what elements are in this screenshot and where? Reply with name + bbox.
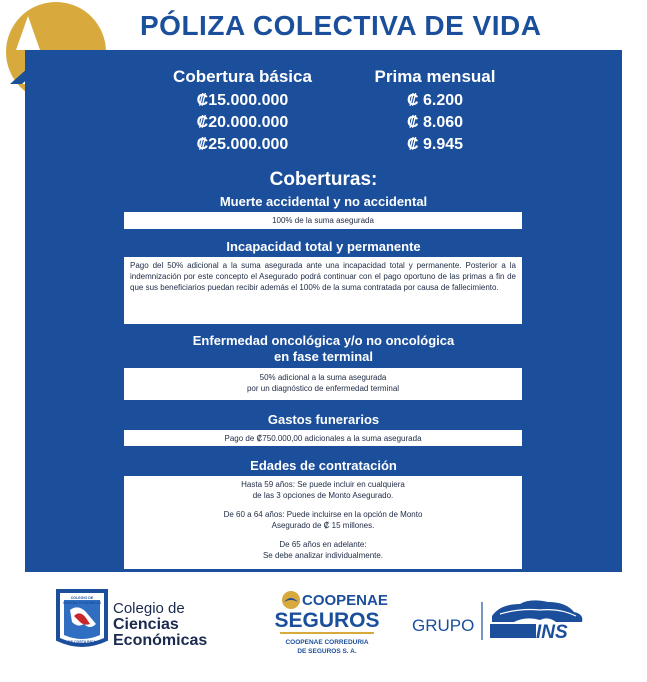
coverage-header: Cobertura básica — [173, 67, 312, 86]
coverage-amount: ₡15.000.000 — [196, 92, 289, 109]
section-box-incapacidad — [124, 257, 522, 324]
colegio-logo — [57, 590, 207, 649]
section-text-edades: De 60 a 64 años: Puede incluirse en la opción de Monto — [223, 510, 423, 519]
section-text-edades: De 65 años en adelante: — [279, 540, 367, 549]
colegio-badge-text: COLEGIO DE — [70, 596, 94, 600]
premium-amount: ₡ 9.945 — [406, 136, 464, 153]
tree-icon — [492, 600, 582, 622]
coverage-amount: ₡20.000.000 — [196, 114, 289, 131]
section-heading-edades: Edades de contratación — [250, 458, 397, 473]
section-heading-enfermedad — [25, 333, 622, 365]
sponsor-logos — [0, 580, 647, 682]
section-heading-gastos: Gastos funerarios — [267, 412, 380, 427]
section-text-edades: de las 3 opciones de Monto Asegurado. — [252, 491, 394, 500]
section-heading-muerte: Muerte accidental y no accidental — [219, 194, 428, 209]
premium-column — [360, 66, 510, 156]
section-text-edades: Se debe analizar individualmente. — [262, 551, 384, 560]
section-heading-enfermedad-line: Enfermedad oncológica y/o no oncológica — [192, 333, 455, 348]
coopenae-logo — [274, 591, 387, 655]
section-box-enfermedad — [124, 368, 522, 400]
premium-amount: ₡ 6.200 — [406, 92, 464, 109]
coopenae-subtitle: COOPENAE CORREDURIA — [285, 639, 369, 646]
colegio-name: Económicas — [113, 632, 208, 649]
colegio-name: Colegio de — [113, 600, 185, 617]
section-heading-enfermedad-line: en fase terminal — [274, 349, 373, 364]
section-box-muerte — [124, 212, 522, 229]
section-box-gastos — [124, 430, 522, 446]
section-text-edades: Asegurado de ₡ 15 millones. — [271, 521, 375, 530]
section-text-enfermedad: 50% adicional a la suma asegurada — [259, 373, 387, 382]
grupo-text: GRUPO — [412, 616, 475, 635]
section-heading-incapacidad: Incapacidad total y permanente — [226, 239, 421, 254]
coberturas-title: Coberturas: — [269, 169, 378, 190]
coverage-amount: ₡25.000.000 — [196, 136, 289, 153]
section-text-enfermedad: por un diagnóstico de enfermedad terminal — [246, 384, 400, 393]
coverage-column — [160, 66, 325, 156]
section-text-gastos: Pago de ₡750.000,00 adicionales a la suma asegurada — [224, 434, 422, 443]
section-text-muerte: 100% de la suma asegurada — [272, 216, 374, 225]
colegio-badge-text: DE COSTA RICA — [68, 640, 96, 644]
coopenae-subtitle: DE SEGUROS S. A. — [297, 648, 357, 655]
section-text-edades: Hasta 59 años: Se puede incluir en cualquiera — [241, 480, 405, 489]
premium-amount: ₡ 8.060 — [406, 114, 464, 131]
colegio-badge-text: CIENCIAS ECONÓMICAS — [62, 601, 102, 605]
coopenae-product: SEGUROS — [274, 609, 380, 632]
grupo-ins-logo — [412, 600, 582, 643]
coopenae-brand: COOPENAE — [302, 592, 388, 609]
section-text-incapacidad: Pago del 50% adicional a la suma asegurada ante una incapacidad total y permanente. Posterior a la indemnización por este concepto el Asegurado podrá continuar con el pago oportuno de las primas a fin de que sus beneficiarios puedan recibir además el 100% de la suma contratada por causa de fallecimiento. — [130, 261, 516, 292]
colegio-name: Ciencias — [113, 616, 179, 633]
page-title: PÓLIZA COLECTIVA DE VIDA — [140, 10, 542, 41]
premium-header: Prima mensual — [374, 67, 496, 86]
ins-brand: INS — [536, 622, 568, 643]
section-box-edades — [124, 476, 522, 569]
